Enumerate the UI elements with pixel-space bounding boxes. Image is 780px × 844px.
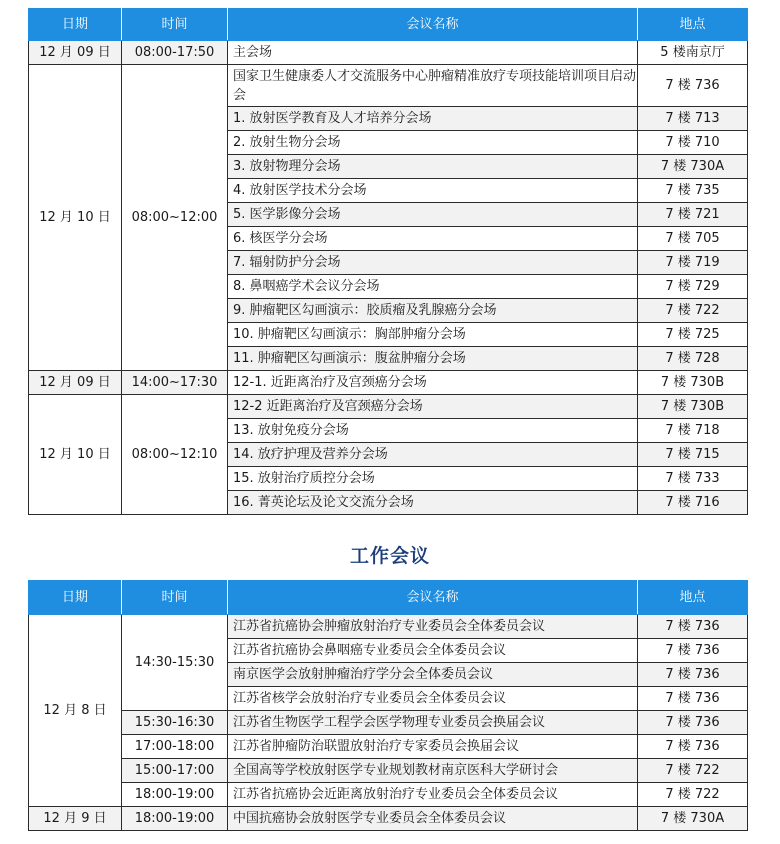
header-row [29, 581, 748, 615]
place-cell: 7 楼 730B [638, 371, 748, 395]
time-cell: 15:30-16:30 [122, 711, 228, 735]
session-name: 2. 放射生物分会场 [228, 131, 638, 155]
time-cell: 14:00~17:30 [122, 371, 228, 395]
table-row [29, 371, 748, 395]
meeting-name: 江苏省核学会放射治疗专业委员会全体委员会议 [228, 687, 638, 711]
time-cell: 18:00-19:00 [122, 783, 228, 807]
session-name: 9. 肿瘤靶区勾画演示：胶质瘤及乳腺癌分会场 [228, 299, 638, 323]
time-cell: 18:00-19:00 [122, 807, 228, 831]
meeting-name: 全国高等学校放射医学专业规划教材南京医科大学研讨会 [228, 759, 638, 783]
place-cell: 7 楼 725 [638, 323, 748, 347]
session-name: 3. 放射物理分会场 [228, 155, 638, 179]
header-date: 日期 [29, 9, 122, 41]
session-name: 12-2 近距离治疗及宫颈癌分会场 [228, 395, 638, 419]
session-name: 10. 肿瘤靶区勾画演示：胸部肿瘤分会场 [228, 323, 638, 347]
place-cell: 7 楼 735 [638, 179, 748, 203]
session-name: 主会场 [228, 41, 638, 65]
date-cell: 12 月 09 日 [29, 41, 122, 65]
date-cell: 12 月 10 日 [29, 395, 122, 515]
meeting-name: 江苏省肿瘤防治联盟放射治疗专家委员会换届会议 [228, 735, 638, 759]
work-meeting-table [28, 580, 748, 831]
session-name: 8. 鼻咽癌学术会议分会场 [228, 275, 638, 299]
session-name: 6. 核医学分会场 [228, 227, 638, 251]
meeting-name: 中国抗癌协会放射医学专业委员会全体委员会议 [228, 807, 638, 831]
meeting-name: 江苏省生物医学工程学会医学物理专业委员会换届会议 [228, 711, 638, 735]
table-row [29, 783, 748, 807]
header-row [29, 9, 748, 41]
table-row [29, 615, 748, 639]
place-cell: 7 楼 722 [638, 783, 748, 807]
place-cell: 5 楼南京厅 [638, 41, 748, 65]
place-cell: 7 楼 710 [638, 131, 748, 155]
session-name: 15. 放射治疗质控分会场 [228, 467, 638, 491]
table-row [29, 65, 748, 107]
place-cell: 7 楼 730B [638, 395, 748, 419]
session-name: 13. 放射免疫分会场 [228, 419, 638, 443]
header-place: 地点 [638, 581, 748, 615]
place-cell: 7 楼 722 [638, 299, 748, 323]
schedule-table [28, 8, 748, 515]
place-cell: 7 楼 736 [638, 687, 748, 711]
session-name: 5. 医学影像分会场 [228, 203, 638, 227]
place-cell: 7 楼 722 [638, 759, 748, 783]
header-date: 日期 [29, 581, 122, 615]
table-row [29, 711, 748, 735]
place-cell: 7 楼 715 [638, 443, 748, 467]
place-cell: 7 楼 718 [638, 419, 748, 443]
section-title: 工作会议 [349, 545, 430, 567]
table-row [29, 735, 748, 759]
time-cell: 17:00-18:00 [122, 735, 228, 759]
session-name: 4. 放射医学技术分会场 [228, 179, 638, 203]
header-name: 会议名称 [228, 9, 638, 41]
place-cell: 7 楼 721 [638, 203, 748, 227]
meeting-name: 江苏省抗癌协会鼻咽癌专业委员会全体委员会议 [228, 639, 638, 663]
table-row [29, 759, 748, 783]
header-time: 时间 [122, 9, 228, 41]
time-cell: 08:00~12:00 [122, 65, 228, 371]
session-name: 7. 辐射防护分会场 [228, 251, 638, 275]
date-cell: 12 月 09 日 [29, 371, 122, 395]
session-name: 14. 放疗护理及营养分会场 [228, 443, 638, 467]
header-name: 会议名称 [228, 581, 638, 615]
date-cell: 12 月 9 日 [29, 807, 122, 831]
header-place: 地点 [638, 9, 748, 41]
meeting-name: 南京医学会放射肿瘤治疗学分会全体委员会议 [228, 663, 638, 687]
place-cell: 7 楼 736 [638, 615, 748, 639]
time-cell: 08:00~12:10 [122, 395, 228, 515]
table-row [29, 395, 748, 419]
session-name: 12-1. 近距离治疗及宫颈癌分会场 [228, 371, 638, 395]
place-cell: 7 楼 730A [638, 807, 748, 831]
place-cell: 7 楼 729 [638, 275, 748, 299]
session-name: 11. 肿瘤靶区勾画演示：腹盆肿瘤分会场 [228, 347, 638, 371]
place-cell: 7 楼 730A [638, 155, 748, 179]
session-name: 国家卫生健康委人才交流服务中心肿瘤精准放疗专项技能培训项目启动会 [228, 65, 638, 107]
place-cell: 7 楼 705 [638, 227, 748, 251]
place-cell: 7 楼 733 [638, 467, 748, 491]
meeting-name: 江苏省抗癌协会近距离放射治疗专业委员会全体委员会议 [228, 783, 638, 807]
place-cell: 7 楼 736 [638, 639, 748, 663]
place-cell: 7 楼 713 [638, 107, 748, 131]
place-cell: 7 楼 719 [638, 251, 748, 275]
place-cell: 7 楼 736 [638, 711, 748, 735]
session-name: 1. 放射医学教育及人才培养分会场 [228, 107, 638, 131]
time-cell: 08:00-17:50 [122, 41, 228, 65]
session-name: 16. 菁英论坛及论文交流分会场 [228, 491, 638, 515]
place-cell: 7 楼 736 [638, 735, 748, 759]
header-time: 时间 [122, 581, 228, 615]
time-cell: 14:30-15:30 [122, 615, 228, 711]
time-cell: 15:00-17:00 [122, 759, 228, 783]
date-cell: 12 月 10 日 [29, 65, 122, 371]
table-row [29, 41, 748, 65]
meeting-name: 江苏省抗癌协会肿瘤放射治疗专业委员会全体委员会议 [228, 615, 638, 639]
table-row [29, 807, 748, 831]
place-cell: 7 楼 736 [638, 65, 748, 107]
place-cell: 7 楼 728 [638, 347, 748, 371]
date-cell: 12 月 8 日 [29, 615, 122, 807]
place-cell: 7 楼 736 [638, 663, 748, 687]
place-cell: 7 楼 716 [638, 491, 748, 515]
